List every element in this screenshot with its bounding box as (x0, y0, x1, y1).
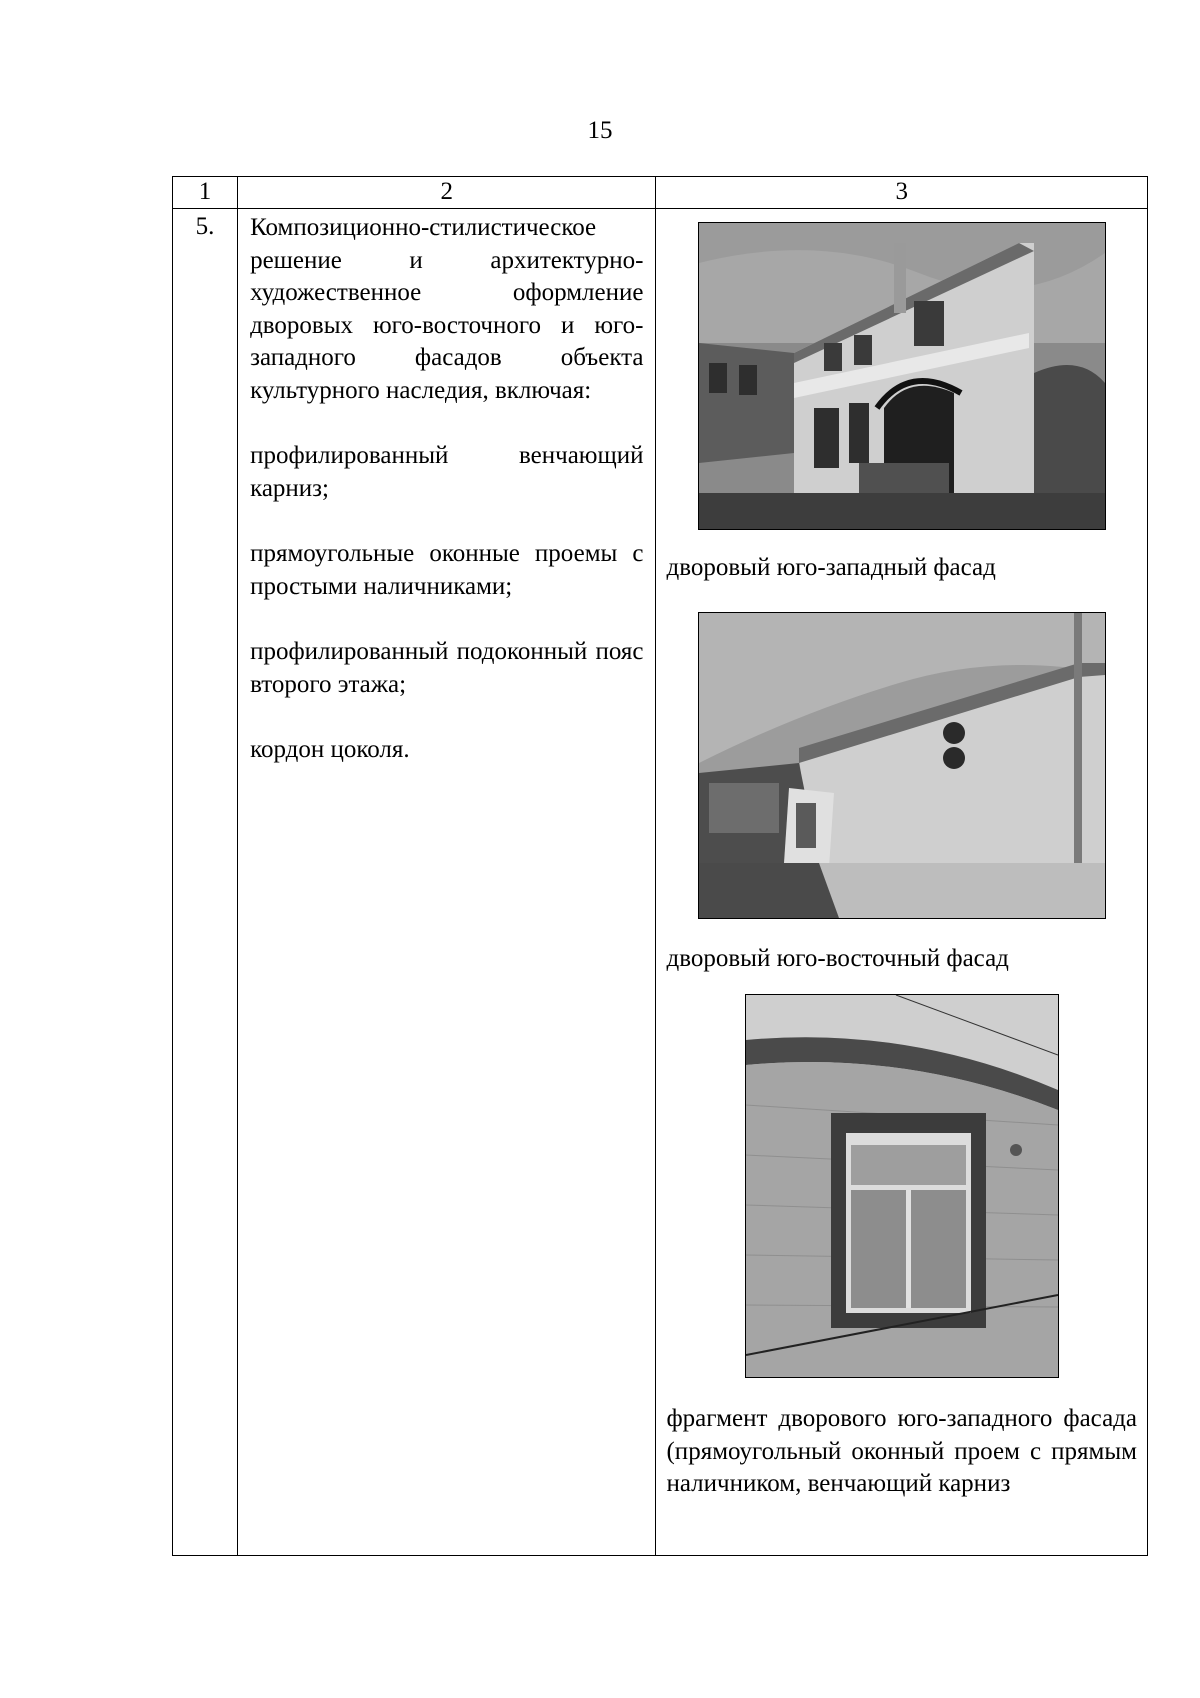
page-number: 15 (587, 117, 613, 144)
photo-caption-window: фрагмент дворового юго-западного фасада (прямоугольный оконный проем с прямым наличником, венчающий карниз (666, 1405, 1137, 1497)
description-item-windows: прямоугольные оконные проемы с простыми наличниками; (250, 540, 644, 600)
description-item-cornice: профилированный венчающий карниз; (250, 442, 644, 502)
photo-caption-southeast: дворовый юго-восточный фасад (666, 944, 1009, 972)
header-col-2: 2 (238, 177, 656, 209)
header-col-3: 3 (656, 177, 1148, 209)
row-number: 5. (173, 209, 238, 1556)
table-header-row (173, 177, 1148, 209)
attributes-table (172, 176, 1148, 1556)
description-item-plinth: кордон цоколя. (250, 736, 410, 763)
photos-cell (656, 209, 1148, 1556)
window-photo (745, 994, 1059, 1378)
description-cell (238, 209, 656, 1556)
photo-caption-southwest: дворовый юго-западный фасад (666, 554, 996, 581)
description-intro: Композиционно-стилистическое решение и архитектурно-художественное оформление дворовых юго-восточного и юго-западного фасадов объекта культурного наследия, включая: (250, 214, 644, 404)
building-photo-southwest (698, 222, 1106, 530)
description-item-sill-belt: профилированный подоконный пояс второго этажа; (250, 638, 644, 698)
table-row (173, 209, 1148, 1556)
building-photo-southeast (698, 612, 1106, 919)
header-col-1: 1 (173, 177, 238, 209)
